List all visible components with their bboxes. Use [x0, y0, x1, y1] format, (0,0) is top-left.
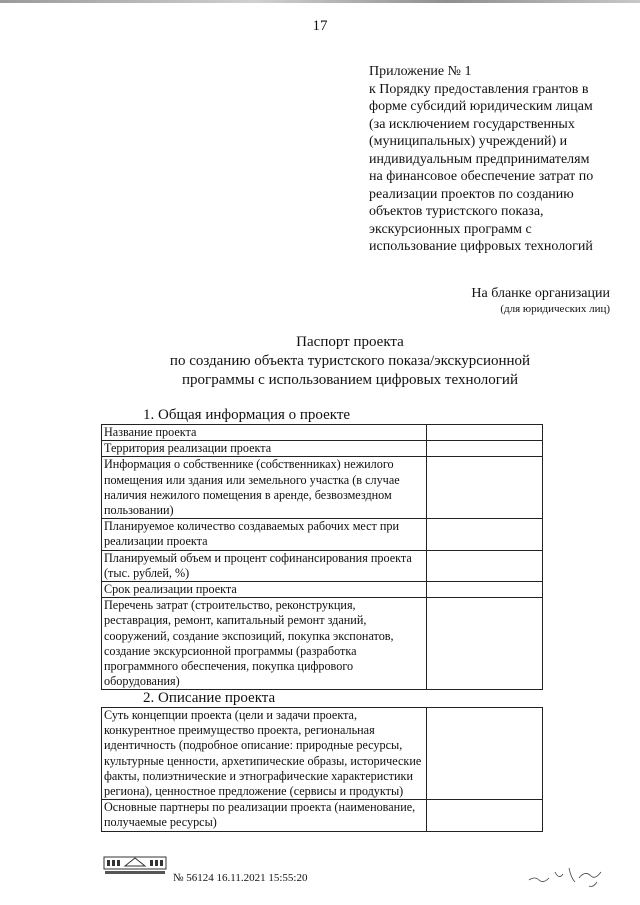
table-row	[102, 425, 543, 441]
row-label: Срок реализации проекта	[102, 582, 427, 598]
appendix-line: (муниципальных) учреждений) и	[369, 134, 568, 149]
appendix-line: форме субсидий юридическим лицам	[369, 99, 593, 114]
title-line: по созданию объекта туристского показа/экскурсионной	[169, 353, 531, 369]
appendix-line: экскурсионных программ с	[369, 221, 532, 237]
registry-seal-icon	[103, 855, 167, 875]
row-label: Планируемый объем и процент софинансирования проекта (тыс. рублей, %)	[102, 550, 427, 581]
appendix-line: объектов туристского показа,	[369, 204, 544, 219]
row-label: Территория реализации проекта	[102, 441, 427, 457]
scan-edge	[0, 0, 640, 3]
general-info-table	[101, 424, 543, 690]
appendix-line: использование цифровых технологий	[369, 239, 593, 254]
row-value-cell[interactable]	[427, 582, 543, 598]
appendix-line: к Порядку предоставления грантов в	[369, 81, 589, 97]
table-row	[102, 550, 543, 581]
row-label: Основные партнеры по реализации проекта (наименование, получаемые ресурсы)	[102, 800, 427, 831]
registration-stamp: № 56124 16.11.2021 15:55:20	[173, 872, 308, 884]
section-2-heading: 2. Описание проекта	[143, 690, 276, 706]
table-row	[102, 519, 543, 550]
row-label: Суть концепции проекта (цели и задачи проекта, конкурентное преимущество проекта, региональная идентичность (подробное описание: природные ресурсы, культурные ценности, архетипические образы, исторические факты, полиэтнические и этнографические характеристики региона), ценностное предложение (сервисы и продукты)	[102, 708, 427, 800]
row-value-cell[interactable]	[427, 425, 543, 441]
row-label: Название проекта	[102, 425, 427, 441]
project-description-table	[101, 707, 543, 832]
appendix-line: (за исключением государственных	[369, 116, 575, 132]
appendix-line: индивидуальным предпринимателям	[369, 151, 590, 167]
row-value-cell[interactable]	[427, 800, 543, 831]
row-value-cell[interactable]	[427, 550, 543, 581]
page-number: 17	[312, 18, 328, 34]
table-row	[102, 800, 543, 831]
document-title	[0, 333, 640, 390]
row-value-cell[interactable]	[427, 598, 543, 690]
row-label: Планируемое количество создаваемых рабочих мест при реализации проекта	[102, 519, 427, 550]
appendix-block	[369, 63, 634, 256]
section-1-heading: 1. Общая информация о проекте	[143, 407, 351, 423]
row-value-cell[interactable]	[427, 457, 543, 519]
table-row	[102, 441, 543, 457]
row-value-cell[interactable]	[427, 519, 543, 550]
appendix-line: реализации проектов по созданию	[369, 186, 574, 202]
table-row	[102, 582, 543, 598]
title-line: Паспорт проекта	[296, 334, 404, 350]
appendix-line: Приложение № 1	[369, 64, 472, 79]
row-label: Перечень затрат (строительство, реконструкция, реставрация, ремонт, капитальный ремонт зданий, сооружений, создание экспозиций, покупка экспонатов, создание экскурсионной программы (разработка программного обеспечения, покупка цифрового оборудования)	[102, 598, 427, 690]
letterhead-subline: (для юридических лиц)	[500, 303, 610, 315]
letterhead-note	[471, 285, 610, 316]
signature-scribble	[525, 858, 610, 892]
table-row	[102, 457, 543, 519]
row-value-cell[interactable]	[427, 441, 543, 457]
appendix-line: на финансовое обеспечение затрат по	[369, 169, 594, 184]
letterhead-line: На бланке организации	[471, 286, 610, 301]
table-row	[102, 598, 543, 690]
row-label: Информация о собственнике (собственниках) нежилого помещения или здания или земельного участка (в случае наличия нежилого помещения в аренде, безвозмездном пользовании)	[102, 457, 427, 519]
title-line: программы с использованием цифровых технологий	[182, 372, 518, 388]
row-value-cell[interactable]	[427, 708, 543, 800]
table-row	[102, 708, 543, 800]
